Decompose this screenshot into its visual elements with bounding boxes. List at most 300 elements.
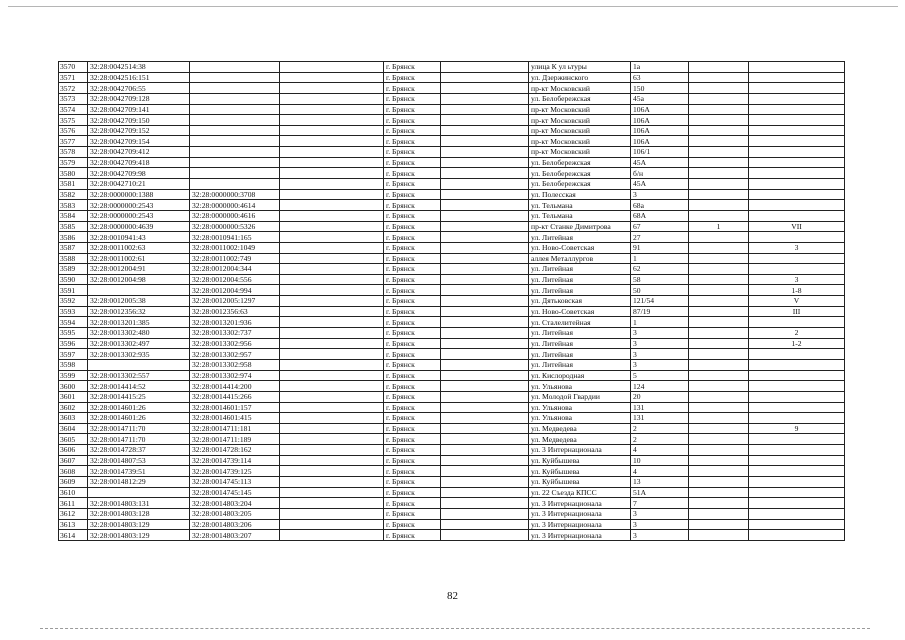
cell-loc (280, 221, 384, 232)
cell-city: г. Брянск (384, 296, 441, 307)
cell-apt (689, 285, 749, 296)
cell-sec: V (749, 296, 845, 307)
cell-cad2: 32:28:0014803:207 (190, 530, 280, 541)
cell-cad1 (88, 285, 190, 296)
cell-apt (689, 476, 749, 487)
table-row (59, 232, 845, 243)
cell-apt (689, 125, 749, 136)
cell-house: 5 (631, 370, 689, 381)
bottom-rule (40, 628, 870, 629)
cell-house: 67 (631, 221, 689, 232)
cell-cad1: 32:28:0014711:70 (88, 434, 190, 445)
table-row (59, 136, 845, 147)
cell-house: 106/1 (631, 147, 689, 158)
cell-cad1: 32:28:0014807:53 (88, 455, 190, 466)
cell-city: г. Брянск (384, 423, 441, 434)
cell-sec (749, 349, 845, 360)
cell-num: 3581 (59, 179, 88, 190)
cell-cad1: 32:28:0014728:37 (88, 445, 190, 456)
cell-apt (689, 391, 749, 402)
cell-street: ул. 3 Интернационала (529, 519, 631, 530)
table-row (59, 381, 845, 392)
cell-cad2 (190, 125, 280, 136)
cell-cad2: 32:28:0014601:415 (190, 413, 280, 424)
cell-apt (689, 147, 749, 158)
cell-cad1: 32:28:0000000:1388 (88, 189, 190, 200)
cell-apt (689, 359, 749, 370)
cell-city: г. Брянск (384, 72, 441, 83)
cell-sec (749, 466, 845, 477)
cell-empty (441, 147, 529, 158)
cell-apt (689, 508, 749, 519)
cell-loc (280, 476, 384, 487)
cell-street: пр-кт Московский (529, 136, 631, 147)
cell-street: ул. Ново-Советская (529, 306, 631, 317)
table-row (59, 242, 845, 253)
cell-apt (689, 157, 749, 168)
cell-house: 27 (631, 232, 689, 243)
cell-num: 3595 (59, 328, 88, 339)
cell-sec (749, 115, 845, 126)
cell-cad2: 32:28:0012004:556 (190, 274, 280, 285)
cell-loc (280, 189, 384, 200)
cell-cad2: 32:28:0013201:936 (190, 317, 280, 328)
cell-empty (441, 125, 529, 136)
cell-num: 3572 (59, 83, 88, 94)
table-row (59, 147, 845, 158)
cell-cad2: 32:28:0014745:113 (190, 476, 280, 487)
cell-street: ул. Куйбышева (529, 466, 631, 477)
cell-empty (441, 328, 529, 339)
table-row (59, 359, 845, 370)
cell-cad2 (190, 104, 280, 115)
cell-sec (749, 402, 845, 413)
cell-sec (749, 136, 845, 147)
cell-city: г. Брянск (384, 264, 441, 275)
cell-sec: 3 (749, 242, 845, 253)
cell-apt (689, 423, 749, 434)
cell-street: ул. Белобережская (529, 168, 631, 179)
cell-num: 3583 (59, 200, 88, 211)
cell-house: 68а (631, 200, 689, 211)
cell-cad2: 32:28:0014728:162 (190, 445, 280, 456)
cell-num: 3574 (59, 104, 88, 115)
cell-city: г. Брянск (384, 306, 441, 317)
cell-cad2 (190, 115, 280, 126)
table-row (59, 487, 845, 498)
cell-loc (280, 72, 384, 83)
cell-cad1: 32:28:0042514:38 (88, 62, 190, 73)
cell-num: 3592 (59, 296, 88, 307)
cell-apt (689, 413, 749, 424)
cell-city: г. Брянск (384, 413, 441, 424)
cell-loc (280, 413, 384, 424)
cell-street: аллея Металлургов (529, 253, 631, 264)
cell-house: 50 (631, 285, 689, 296)
cell-cad1: 32:28:0014739:51 (88, 466, 190, 477)
cell-loc (280, 104, 384, 115)
cell-sec (749, 189, 845, 200)
cell-city: г. Брянск (384, 147, 441, 158)
cell-city: г. Брянск (384, 487, 441, 498)
table-row (59, 328, 845, 339)
cell-house: 45А (631, 157, 689, 168)
cell-cad2: 32:28:0011002:749 (190, 253, 280, 264)
cell-house: 150 (631, 83, 689, 94)
table-row (59, 519, 845, 530)
cell-sec (749, 93, 845, 104)
table-row (59, 253, 845, 264)
cell-apt (689, 370, 749, 381)
cell-loc (280, 306, 384, 317)
cell-empty (441, 306, 529, 317)
cell-house: 63 (631, 72, 689, 83)
cell-cad2: 32:28:0014601:157 (190, 402, 280, 413)
cell-sec (749, 445, 845, 456)
cell-sec (749, 434, 845, 445)
cell-apt (689, 498, 749, 509)
cell-loc (280, 115, 384, 126)
cell-house: 3 (631, 349, 689, 360)
cell-apt (689, 402, 749, 413)
cell-loc (280, 498, 384, 509)
cell-city: г. Брянск (384, 317, 441, 328)
cell-cad1: 32:28:0014601:26 (88, 402, 190, 413)
cell-sec (749, 391, 845, 402)
cell-cad1: 32:28:0042709:418 (88, 157, 190, 168)
cell-street: ул. Литейная (529, 264, 631, 275)
cell-num: 3577 (59, 136, 88, 147)
cell-cad2: 32:28:0014803:204 (190, 498, 280, 509)
cell-house: 87/19 (631, 306, 689, 317)
table-row (59, 104, 845, 115)
cell-num: 3590 (59, 274, 88, 285)
table-row (59, 115, 845, 126)
cell-city: г. Брянск (384, 476, 441, 487)
cell-street: улица К ул ьтуры (529, 62, 631, 73)
table-row (59, 93, 845, 104)
cell-apt (689, 136, 749, 147)
cell-city: г. Брянск (384, 498, 441, 509)
cell-street: ул. Тельмана (529, 200, 631, 211)
cell-empty (441, 519, 529, 530)
cell-apt (689, 83, 749, 94)
cell-street: ул. Ульянова (529, 402, 631, 413)
table-row (59, 349, 845, 360)
cell-num: 3613 (59, 519, 88, 530)
cell-street: пр-кт Московский (529, 83, 631, 94)
cell-cad2: 32:28:0014711:189 (190, 434, 280, 445)
cell-empty (441, 530, 529, 541)
cell-sec (749, 210, 845, 221)
cell-house: 1 (631, 253, 689, 264)
cell-street: ул. Куйбышева (529, 455, 631, 466)
cell-sec (749, 200, 845, 211)
cell-cad1: 32:28:0014812:29 (88, 476, 190, 487)
cell-street: ул. Медведева (529, 423, 631, 434)
cell-loc (280, 242, 384, 253)
table-row (59, 306, 845, 317)
cell-house: 106А (631, 125, 689, 136)
cell-empty (441, 445, 529, 456)
cell-num: 3596 (59, 338, 88, 349)
cell-house: 20 (631, 391, 689, 402)
cell-cad1: 32:28:0000000:4639 (88, 221, 190, 232)
table-row (59, 264, 845, 275)
cell-city: г. Брянск (384, 338, 441, 349)
table-row (59, 434, 845, 445)
cell-street: ул. Дятьковская (529, 296, 631, 307)
cell-cad2: 32:28:0013302:957 (190, 349, 280, 360)
cell-street: ул. Литейная (529, 338, 631, 349)
cell-house: 51А (631, 487, 689, 498)
cell-loc (280, 136, 384, 147)
cell-sec (749, 508, 845, 519)
cell-apt (689, 264, 749, 275)
cell-apt (689, 274, 749, 285)
cell-city: г. Брянск (384, 466, 441, 477)
cell-city: г. Брянск (384, 157, 441, 168)
cell-num: 3573 (59, 93, 88, 104)
cell-empty (441, 370, 529, 381)
cell-num: 3591 (59, 285, 88, 296)
cell-empty (441, 189, 529, 200)
cell-cad1 (88, 359, 190, 370)
cell-city: г. Брянск (384, 168, 441, 179)
cell-street: пр-кт Станке Димитрова (529, 221, 631, 232)
cell-apt (689, 232, 749, 243)
cell-cad2: 32:28:0012005:1297 (190, 296, 280, 307)
cell-empty (441, 93, 529, 104)
cell-street: пр-кт Московский (529, 115, 631, 126)
cell-num: 3602 (59, 402, 88, 413)
cell-empty (441, 423, 529, 434)
cell-loc (280, 423, 384, 434)
cell-cad1: 32:28:0013302:935 (88, 349, 190, 360)
cell-sec (749, 125, 845, 136)
cell-street: ул. 3 Интернационала (529, 445, 631, 456)
cell-cad2: 32:28:0000000:3708 (190, 189, 280, 200)
cell-num: 3586 (59, 232, 88, 243)
cell-cad1: 32:28:0042710:21 (88, 179, 190, 190)
cell-street: ул. Медведева (529, 434, 631, 445)
cell-loc (280, 328, 384, 339)
table-row (59, 413, 845, 424)
cell-cad2 (190, 93, 280, 104)
cell-cad2: 32:28:0013302:958 (190, 359, 280, 370)
cell-house: 3 (631, 530, 689, 541)
cell-loc (280, 466, 384, 477)
cell-house: 7 (631, 498, 689, 509)
table-row (59, 157, 845, 168)
cell-num: 3579 (59, 157, 88, 168)
cell-empty (441, 338, 529, 349)
table-row (59, 445, 845, 456)
cell-cad2 (190, 179, 280, 190)
table-row (59, 72, 845, 83)
cell-city: г. Брянск (384, 349, 441, 360)
cell-num: 3582 (59, 189, 88, 200)
cell-loc (280, 391, 384, 402)
cell-city: г. Брянск (384, 359, 441, 370)
cell-apt (689, 445, 749, 456)
cell-apt (689, 93, 749, 104)
cell-cad1: 32:28:0012005:38 (88, 296, 190, 307)
cell-num: 3589 (59, 264, 88, 275)
cell-apt (689, 434, 749, 445)
cell-house: 3 (631, 189, 689, 200)
cell-apt (689, 381, 749, 392)
cell-empty (441, 253, 529, 264)
cell-cad1: 32:28:0042709:128 (88, 93, 190, 104)
table-row (59, 370, 845, 381)
table-row (59, 508, 845, 519)
cell-house: 45А (631, 179, 689, 190)
cell-loc (280, 508, 384, 519)
table-row (59, 189, 845, 200)
cell-sec: 9 (749, 423, 845, 434)
cell-street: ул. Ново-Советская (529, 242, 631, 253)
table-row (59, 168, 845, 179)
cell-empty (441, 104, 529, 115)
cell-street: ул. 3 Интернационала (529, 530, 631, 541)
cell-loc (280, 93, 384, 104)
cell-apt (689, 189, 749, 200)
cell-num: 3612 (59, 508, 88, 519)
cell-city: г. Брянск (384, 93, 441, 104)
cell-sec (749, 168, 845, 179)
cell-apt (689, 168, 749, 179)
cell-sec (749, 72, 845, 83)
table-row (59, 210, 845, 221)
cell-loc (280, 530, 384, 541)
cell-sec (749, 455, 845, 466)
cell-empty (441, 200, 529, 211)
cell-house: 91 (631, 242, 689, 253)
table-row (59, 530, 845, 541)
cell-house: 58 (631, 274, 689, 285)
table-row (59, 296, 845, 307)
cell-num: 3599 (59, 370, 88, 381)
cell-cad2: 32:28:0011002:1049 (190, 242, 280, 253)
cell-city: г. Брянск (384, 274, 441, 285)
cell-loc (280, 519, 384, 530)
cell-cad1: 32:28:0042516:151 (88, 72, 190, 83)
cell-house: 124 (631, 381, 689, 392)
cell-num: 3603 (59, 413, 88, 424)
cell-empty (441, 487, 529, 498)
cell-cad2: 32:28:0013302:737 (190, 328, 280, 339)
cell-loc (280, 264, 384, 275)
cell-house: 106А (631, 115, 689, 126)
cell-cad2: 32:28:0014803:205 (190, 508, 280, 519)
registry-table-body (59, 62, 845, 541)
cell-city: г. Брянск (384, 445, 441, 456)
cell-street: ул. Белобережская (529, 93, 631, 104)
cell-cad1: 32:28:0014803:129 (88, 530, 190, 541)
table-row (59, 317, 845, 328)
cell-apt (689, 530, 749, 541)
cell-cad2: 32:28:0012004:994 (190, 285, 280, 296)
cell-loc (280, 370, 384, 381)
cell-house: 1 (631, 317, 689, 328)
cell-cad2 (190, 147, 280, 158)
cell-street: ул. Кислородная (529, 370, 631, 381)
cell-street: ул. Литейная (529, 274, 631, 285)
cell-cad2 (190, 136, 280, 147)
cell-cad1: 32:28:0014803:129 (88, 519, 190, 530)
cell-cad1: 32:28:0012004:98 (88, 274, 190, 285)
cell-cad1: 32:28:0042709:152 (88, 125, 190, 136)
cell-apt (689, 242, 749, 253)
cell-num: 3578 (59, 147, 88, 158)
cell-cad1: 32:28:0014415:25 (88, 391, 190, 402)
cell-num: 3576 (59, 125, 88, 136)
cell-city: г. Брянск (384, 104, 441, 115)
table-row (59, 423, 845, 434)
cell-apt (689, 210, 749, 221)
cell-house: 2 (631, 423, 689, 434)
cell-empty (441, 455, 529, 466)
cell-city: г. Брянск (384, 210, 441, 221)
cell-city: г. Брянск (384, 381, 441, 392)
cell-city: г. Брянск (384, 253, 441, 264)
table-row (59, 125, 845, 136)
cell-cad1: 32:28:0042709:412 (88, 147, 190, 158)
cell-loc (280, 338, 384, 349)
cell-loc (280, 445, 384, 456)
cell-street: ул. Ульянова (529, 413, 631, 424)
cell-cad1: 32:28:0042706:55 (88, 83, 190, 94)
cell-loc (280, 147, 384, 158)
cell-cad2: 32:28:0013302:974 (190, 370, 280, 381)
cell-cad1: 32:28:0014803:131 (88, 498, 190, 509)
cell-city: г. Брянск (384, 530, 441, 541)
cell-empty (441, 168, 529, 179)
table-row (59, 466, 845, 477)
cell-house: 45а (631, 93, 689, 104)
cell-city: г. Брянск (384, 125, 441, 136)
cell-loc (280, 83, 384, 94)
cell-num: 3571 (59, 72, 88, 83)
cell-empty (441, 83, 529, 94)
cell-city: г. Брянск (384, 83, 441, 94)
cell-house: 4 (631, 466, 689, 477)
cell-empty (441, 179, 529, 190)
cell-cad2 (190, 62, 280, 73)
cell-street: ул. Молодой Гвардии (529, 391, 631, 402)
cell-num: 3575 (59, 115, 88, 126)
cell-num: 3607 (59, 455, 88, 466)
cell-loc (280, 253, 384, 264)
cell-cad2: 32:28:0010941:165 (190, 232, 280, 243)
cell-empty (441, 391, 529, 402)
cell-street: пр-кт Московский (529, 147, 631, 158)
cell-house: 3 (631, 519, 689, 530)
cell-street: ул. Сталелитейная (529, 317, 631, 328)
cell-cad2: 32:28:0014803:206 (190, 519, 280, 530)
cell-num: 3609 (59, 476, 88, 487)
cell-sec (749, 487, 845, 498)
cell-cad2: 32:28:0014739:114 (190, 455, 280, 466)
cell-empty (441, 381, 529, 392)
cell-loc (280, 359, 384, 370)
cell-city: г. Брянск (384, 508, 441, 519)
cell-loc (280, 179, 384, 190)
cell-city: г. Брянск (384, 434, 441, 445)
cell-house: 68А (631, 210, 689, 221)
cell-cad1 (88, 487, 190, 498)
